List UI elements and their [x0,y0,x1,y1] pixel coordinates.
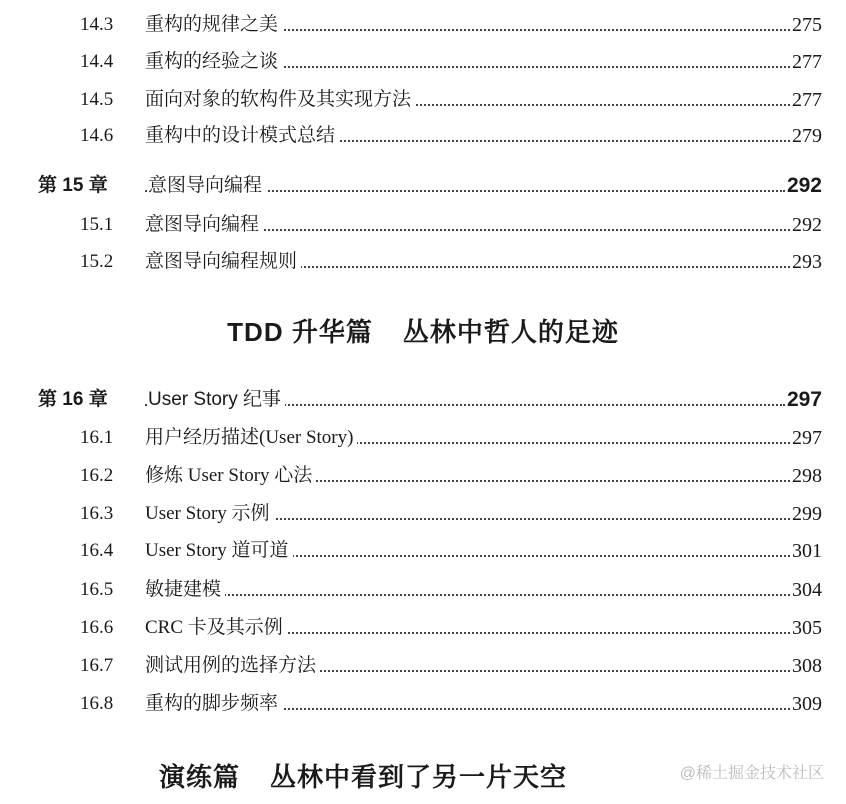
entry-title: 意图导向编程 [148,171,266,201]
entry-number: 14.4 [80,51,114,72]
part-name: TDD 升华篇 [227,317,373,347]
entry-title: User Story 道可道 [145,536,293,566]
entry-title: 意图导向编程 [145,210,263,240]
entry-title: 重构中的设计模式总结 [145,121,339,151]
toc-section-entry [0,121,822,151]
toc-section-entry [0,461,822,491]
page-number: 305 [792,617,822,639]
part-subtitle: 丛林中看到了另一片天空 [270,762,568,792]
toc-section-entry [0,47,822,77]
entry-number: 16.7 [80,655,114,676]
entry-number: 16.2 [80,465,114,486]
toc-section-entry [0,10,822,40]
dot-leader [145,594,790,596]
part-heading [0,312,846,349]
toc-section-entry [0,689,822,719]
page-number: 304 [792,579,822,601]
entry-number: 16.5 [80,579,114,600]
part-subtitle: 丛林中哲人的足迹 [402,317,619,347]
entry-number: 16.3 [80,503,114,524]
entry-title: 重构的经验之谈 [145,47,282,77]
toc-chapter-entry [0,171,822,201]
toc-section-entry [0,613,822,643]
toc-section-entry [0,499,822,529]
page-number: 277 [792,51,822,73]
entry-number: 14.5 [80,89,114,110]
entry-number: 16.6 [80,617,114,638]
page-number: 309 [792,693,822,715]
entry-number: 16.8 [80,693,114,714]
entry-number: 14.6 [80,125,114,146]
entry-title: 用户经历描述(User Story) [145,423,357,453]
entry-title: 意图导向编程规则 [145,247,301,277]
page-number: 297 [786,388,822,411]
entry-number: 第 16 章 [38,389,108,410]
entry-title: 敏捷建模 [145,575,225,605]
entry-number: 14.3 [80,14,114,35]
page-number: 299 [792,503,822,525]
toc-section-entry [0,575,822,605]
page-number: 279 [792,125,822,147]
toc-section-entry [0,247,822,277]
entry-number: 15.2 [80,251,114,272]
entry-title: User Story 示例 [145,499,274,529]
part-name: 演练篇 [158,762,240,792]
page-number: 298 [792,465,822,487]
toc-section-entry [0,651,822,681]
page-number: 277 [792,89,822,111]
toc-section-entry [0,423,822,453]
toc-chapter-entry [0,385,822,415]
entry-number: 16.4 [80,540,114,561]
page-number: 308 [792,655,822,677]
toc-section-entry [0,210,822,240]
watermark: @稀土掘金技术社区 [679,765,824,782]
entry-title: 重构的规律之美 [145,10,282,40]
toc-section-entry [0,85,822,115]
entry-title: 重构的脚步频率 [145,689,282,719]
part-heading [0,757,786,794]
entry-title: User Story 纪事 [148,385,285,415]
entry-title: CRC 卡及其示例 [145,613,287,643]
entry-title: 修炼 User Story 心法 [145,461,316,491]
page-number: 301 [792,540,822,562]
entry-number: 16.1 [80,427,114,448]
entry-number: 第 15 章 [38,175,108,196]
entry-title: 测试用例的选择方法 [145,651,320,681]
entry-number: 15.1 [80,214,114,235]
toc-section-entry [0,536,822,566]
page-number: 292 [786,174,822,197]
entry-title: 面向对象的软构件及其实现方法 [145,85,415,115]
page-number: 293 [792,251,822,273]
page-number: 292 [792,214,822,236]
page-number: 275 [792,14,822,36]
page-number: 297 [792,427,822,449]
